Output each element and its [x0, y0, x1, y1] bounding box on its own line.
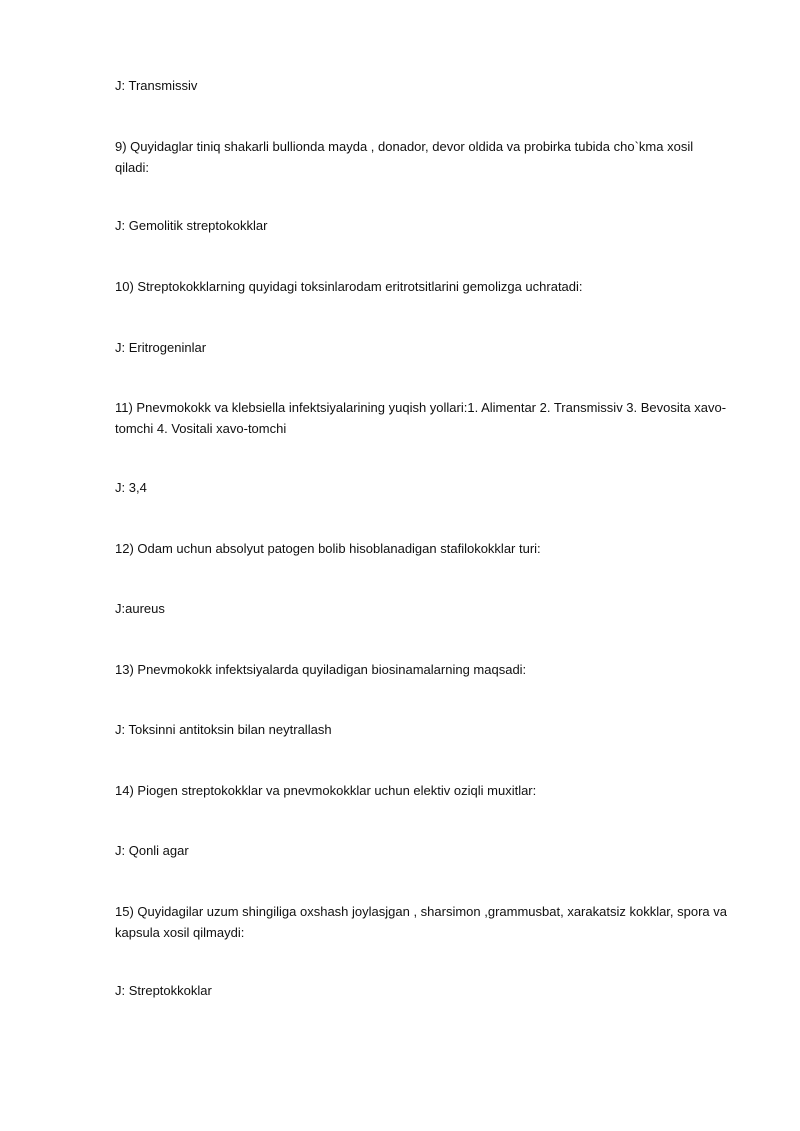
answer-10: J: Eritrogeninlar — [115, 340, 207, 355]
answer-13: J: Toksinni antitoksin bilan neytrallash — [115, 722, 332, 737]
question-13: 13) Pnevmokokk infektsiyalarda quyiladigan biosinamalarning maqsadi: — [115, 662, 527, 677]
question-14: 14) Piogen streptokokklar va pnevmokokklar uchun elektiv oziqli muxitlar: — [115, 783, 537, 798]
answer-9: J: Gemolitik streptokokklar — [115, 218, 268, 233]
answer-15: J: Streptokkoklar — [115, 983, 212, 998]
question-11: 11) Pnevmokokk va klebsiella infektsiyalarining yuqish yollari:1. Alimentar 2. Transmissiv 3. Bevosita xavo-tomchi 4. Vositali xavo-tomchi — [115, 400, 727, 436]
answer-8: J: Transmissiv — [115, 78, 198, 93]
question-10: 10) Streptokokklarning quyidagi toksinlarodam eritrotsitlarini gemolizga uchratadi: — [115, 279, 583, 294]
answer-12: J:aureus — [115, 601, 165, 616]
question-15: 15) Quyidagilar uzum shingiliga oxshash joylasjgan , sharsimon ,grammusbat, xarakatsiz kokklar, spora va kapsula xosil qilmaydi: — [115, 904, 728, 940]
question-12: 12) Odam uchun absolyut patogen bolib hisoblanadigan stafilokokklar turi: — [115, 541, 541, 556]
answer-14: J: Qonli agar — [115, 843, 189, 858]
question-9: 9) Quyidaglar tiniq shakarli bullionda mayda , donador, devor oldida va probirka tubida cho`kma xosil qiladi: — [115, 139, 694, 175]
answer-11: J: 3,4 — [115, 480, 147, 495]
